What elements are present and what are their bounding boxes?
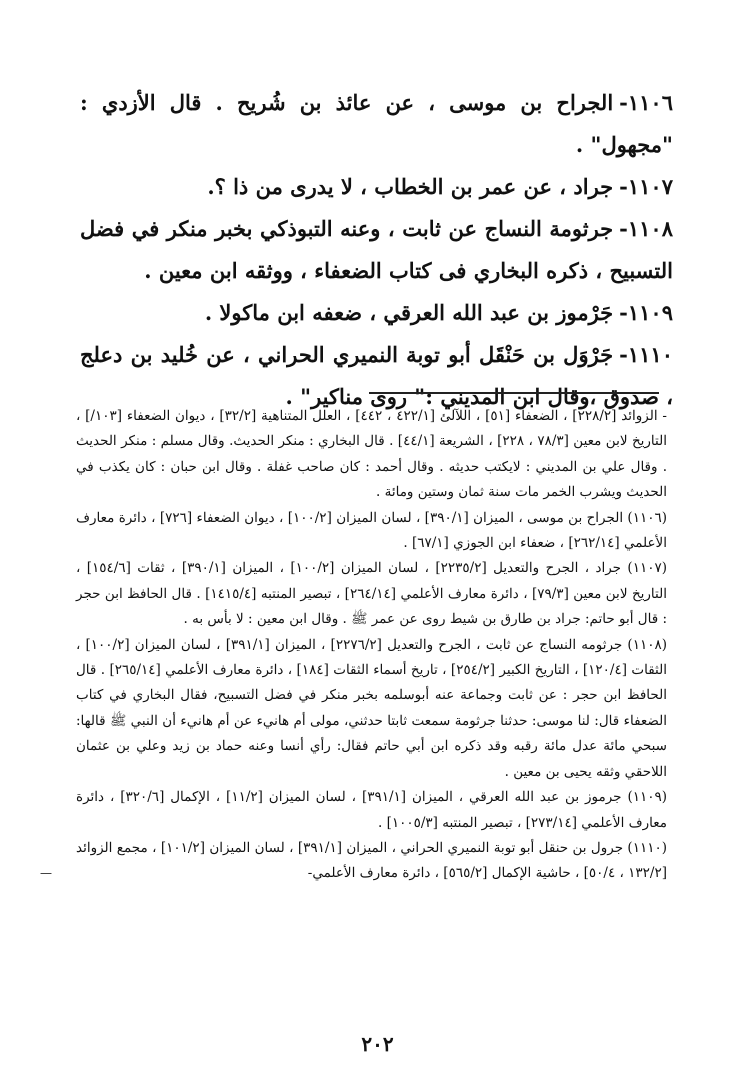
footnote-1109: (١١٠٩) جرموز بن عبد الله العرقي ، الميزان [٣٩١/١] ، لسان الميزان [١١/٢] ، الإكمال [٣٢٠/٦] ، دائرة معارف الأعلمي [٢٧٣/١٤] ، تبصير المنتبه [١٠٠٥/٣] . <box>76 789 668 831</box>
footnote-continued: - الزوائد [٢٢٨/٢] ، الضعفاء [٥١] ، اللآلئ [٤٢٢/١ ، ٤٤٢] ، العلل المتناهية [٣٢/٢] ، ديوان الضعفاء [١٠٣/] ، التاريخ لابن معين [٧٨/٣ ، ٢٢٨] ، الشريعة [٤٤/١] . قال البخاري : منكر الحديث. وقال مسلم : منكر الحديث . وقال علي بن المديني : لايكتب حديثه . وقال أحمد : كان صاحب غفلة . وقال ابن حبان : كان يكذب في الحديث ويشرب الخمر مات سنة ثمان وستين ومائة . <box>76 408 667 501</box>
entry-1106 <box>80 82 673 166</box>
footnote-1110: (١١١٠) جرول بن حنقل أبو توبة النميري الحراني ، الميزان [٣٩١/١] ، لسان الميزان [١٠١/٢] ، مجمع الزوائد [١٣٢/٢ ، ٥٠/٤] ، حاشية الإكمال [٥٦٥/٢] ، دائرة معارف الأعلمي- <box>76 839 667 882</box>
footnote-1107: (١١٠٧) جراد ، الجرح والتعديل [٢٢٣٥/٢] ، لسان الميزان [١٠٠/٢] ، الميزان [٣٩٠/١] ، ثقات [١٥٤/٦] ، التاريخ لابن معين [٧٩/٣] ، دائرة معارف الأعلمي [٢٦٤/١٤] ، تبصير المنتبه [١٤١٥/٤] . قال الحافظ ابن حجر : قال أبو حاتم: جراد بن طارق بن شيط روى عن عمر ﷺ . وقال ابن معين : لا بأس به . <box>76 560 667 628</box>
footnote-1108: (١١٠٨) جرثومه النساج عن ثابت ، الجرح والتعديل [٢٢٧٦/٢] ، الميزان [٣٩١/١] ، لسان الميزان [١٠٠/٢] ، الثقات [١٢٠/٤] ، التاريخ الكبير [٢٥٤/٢] ، تاريخ أسماء الثقات [١٨٤] ، دائرة معارف الأعلمي [٢٦٥/١٤] . قال الحافظ ابن حجر : عن ثابت وجماعة عنه أبوسلمه بخبر منكر في فضل التسبيح، فقال البخاري في كتاب الضعفاء قال: لنا موسى: حدثنا جرثومة سمعت ثابتا حدثني، مولى أم هانيء عن أم هانيء أن النبي ﷺ قالها: سبحي مائة عدل مائة رقبه وقد ذكره ابن أبي حاتم فقال: رأي أنسا وعنه حماد بن زيد وعلي بن عثمان اللاحقي وثقه يحيى بن معين . <box>76 636 667 780</box>
entry-text: جرثومة النساج عن ثابت ، وعنه التبوذكي بخبر منكر في فضل التسبيح ، ذكره البخاري فى كتاب الضعفاء ، ووثقه ابن معين . <box>80 216 673 283</box>
margin-mark: — <box>40 866 52 880</box>
page-number: ٢٠٢ <box>361 1032 394 1056</box>
main-text <box>80 82 673 418</box>
entry-number: ١١١٠- <box>619 342 673 367</box>
entry-number: ١١٠٦- <box>619 90 673 115</box>
entry-text: جراد ، عن عمر بن الخطاب ، لا يدرى من ذا ؟. <box>207 174 614 199</box>
entry-number: ١١٠٩- <box>619 300 673 325</box>
entry-1109 <box>80 292 673 334</box>
entry-number: ١١٠٨- <box>619 216 673 241</box>
entry-text: الجراح بن موسى ، عن عائذ بن شُريح . قال الأزدي : "مجهول" . <box>80 90 673 157</box>
entry-text: جَرْوَل بن حَنْقَل أبو توبة النميري الحراني ، عن خُليد بن دعلج ، صدوق ،وقال ابن المديني :" روى مناكير" . <box>80 342 673 409</box>
footnote-divider <box>369 392 659 394</box>
footnote-1106: (١١٠٦) الجراح بن موسى ، الميزان [٣٩٠/١] ، لسان الميزان [١٠٠/٢] ، ديوان الضعفاء [٧٢٦] ، دائرة معارف الأعلمي [٢٦٢/١٤] ، ضعفاء ابن الجوزي [٦٧/١] . <box>76 509 667 552</box>
entry-1108 <box>80 208 673 292</box>
entry-text: جَرْموز بن عبد الله العرقي ، ضعفه ابن ماكولا . <box>204 300 614 325</box>
footnotes <box>76 404 667 887</box>
entry-1107 <box>80 166 673 208</box>
entry-number: ١١٠٧- <box>619 174 673 199</box>
